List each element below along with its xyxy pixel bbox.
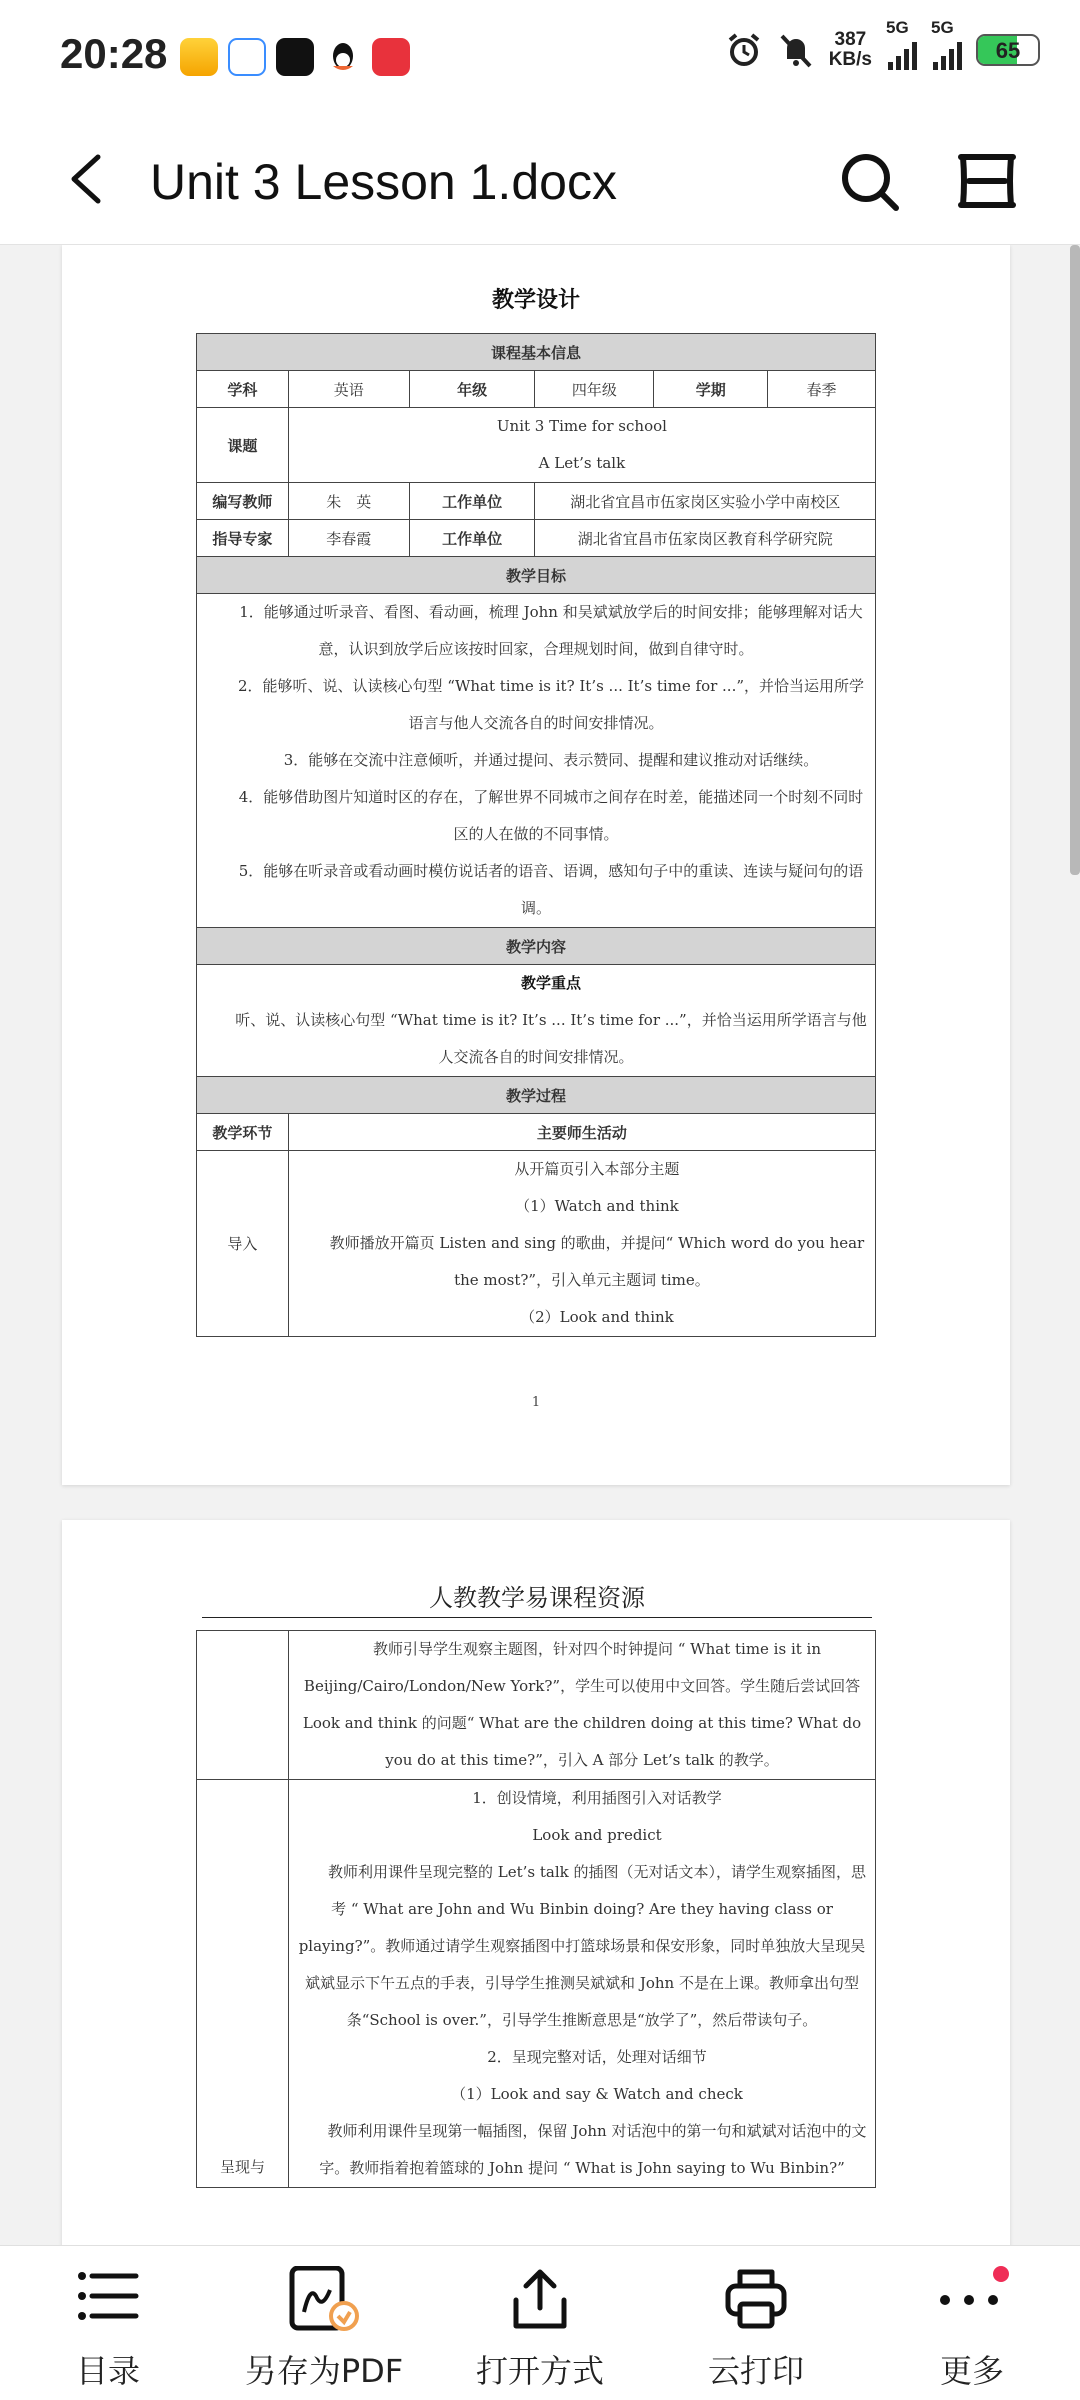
share-icon (508, 2266, 572, 2332)
battery-indicator: 65 (976, 34, 1040, 66)
objective-item: 3．能够在交流中注意倾听，并通过提问、表示赞同、提醒和建议推动对话继续。 (283, 751, 819, 769)
open-with-label: 打开方式 (475, 2352, 604, 2390)
stage-intro: 导入 (197, 1151, 289, 1337)
network-speed: 387 KB/s (828, 29, 872, 70)
expert-value: 李春霞 (288, 520, 409, 557)
list-icon (76, 2266, 140, 2326)
lesson-plan-table (196, 333, 876, 1337)
notification-dot (993, 2266, 1009, 2282)
alarm-icon (725, 31, 763, 69)
expert-label: 指导专家 (197, 520, 289, 557)
content-header: 教学内容 (197, 928, 876, 965)
expert-workplace-value: 湖北省宜昌市伍家岗区教育科学研究院 (535, 520, 876, 557)
mute-bell-icon (777, 31, 815, 69)
print-icon (724, 2266, 788, 2330)
lesson-process-table (196, 1630, 876, 2188)
back-arrow-icon[interactable] (60, 151, 116, 207)
content-cell (197, 965, 876, 1077)
search-icon[interactable] (838, 150, 902, 214)
more-icon (935, 2266, 1009, 2330)
more-button[interactable] (864, 2246, 1080, 2400)
activity-line: 教师利用课件呈现完整的 Let’s talk 的插图（无对话文本），请学生观察插图，思考 “ What are John and Wu Binbin doing? Are they having class or playing?”。教师通过请学生观察插图中打篮球场景和保安形象，同时单独放大呈现吴斌斌显示下午五点的手表，引导学生推测吴斌斌和 John 不是在上课。教师拿出句型条“School is over.”，引导学生推断意思是“放学了”，然后带读句子。 (298, 1863, 866, 2029)
objectives-header: 教学目标 (197, 557, 876, 594)
save-as-pdf-button[interactable] (216, 2246, 432, 2400)
stage-presentation-activities (289, 1780, 876, 2188)
clock: 20:28 (60, 30, 168, 77)
system-indicators (725, 18, 1040, 70)
activity-line: （1）Watch and think (515, 1197, 679, 1215)
activity-line: 教师利用课件呈现第一幅插图，保留 John 对话泡中的第一句和斌斌对话泡中的文字。教师指着抱着篮球的 John 提问 “ What is John saying to Wu Binbin?” (319, 2122, 867, 2177)
activity-column-header: 主要师生活动 (288, 1114, 875, 1151)
page-header: 人教教学易课程资源 (202, 1578, 872, 1618)
grade-label: 年级 (409, 371, 535, 408)
stage-intro-continued (289, 1631, 876, 1780)
toc-label: 目录 (75, 2352, 140, 2390)
open-with-button[interactable] (432, 2246, 648, 2400)
activity-line: 2．呈现完整对话，处理对话细节 (487, 2048, 707, 2066)
stage-intro-activities (288, 1151, 875, 1337)
workplace-value: 湖北省宜昌市伍家岗区实验小学中南校区 (535, 483, 876, 520)
document-title: Unit 3 Lesson 1.docx (150, 154, 617, 210)
save-pdf-icon (288, 2266, 360, 2332)
key-point-text: 听、说、认读核心句型 “What time is it? It’s ... It’s time for ...”，并恰当运用所学语言与他人交流各自的时间安排情况。 (235, 1011, 867, 1066)
activity-line: 1．创设情境，利用插图引入对话教学 (472, 1789, 722, 1807)
signal-strength-2: 5G (931, 30, 962, 70)
topic-label: 课题 (197, 408, 289, 483)
stage-empty (197, 1631, 289, 1780)
notification-app-icons (180, 38, 410, 76)
topic-value: Unit 3 Time for school A Let’s talk (288, 408, 875, 483)
document-page-2 (62, 1520, 1010, 2245)
activity-line: （1）Look and say & Watch and check (451, 2085, 743, 2103)
teacher-value: 朱 英 (288, 483, 409, 520)
qq-app-icon (324, 38, 362, 76)
grade-value: 四年级 (535, 371, 654, 408)
term-value: 春季 (768, 371, 876, 408)
picture-book-app-icon (180, 38, 218, 76)
activity-line: （2）Look and think (520, 1308, 674, 1326)
stage-column-header: 教学环节 (197, 1114, 289, 1151)
title-bar (0, 115, 1080, 245)
bottom-toolbar (0, 2245, 1080, 2400)
cloud-print-button[interactable] (648, 2246, 864, 2400)
cloud-print-label: 云打印 (707, 2352, 804, 2390)
reading-mode-icon[interactable] (955, 151, 1019, 211)
objective-item: 4．能够借助图片知道时区的存在，了解世界不同城市之间存在时差，能描述同一个时刻不同时区的人在做的不同事情。 (238, 788, 864, 843)
subject-label: 学科 (197, 371, 289, 408)
baidu-netdisk-app-icon (228, 38, 266, 76)
stage-presentation: 呈现与 (197, 1780, 289, 2188)
document-viewer[interactable] (0, 245, 1080, 2245)
objective-item: 5．能够在听录音或看动画时模仿说话者的语音、语调，感知句子中的重读、连读与疑问句的语调。 (238, 862, 864, 917)
toc-button[interactable] (0, 2246, 216, 2400)
signal-bars-icon (888, 38, 917, 70)
page-title: 教学设计 (491, 287, 580, 313)
page-number: 1 (531, 1395, 541, 1410)
activity-line: Look and predict (532, 1826, 662, 1844)
teacher-label: 编写教师 (197, 483, 289, 520)
signal-bars-icon (933, 38, 962, 70)
subject-value: 英语 (288, 371, 409, 408)
tiktok-app-icon (276, 38, 314, 76)
signal-strength-1: 5G (886, 30, 917, 70)
vertical-scrollbar[interactable] (1070, 245, 1080, 875)
more-label: 更多 (939, 2352, 1004, 2390)
save-as-pdf-label: 另存为PDF (244, 2352, 404, 2390)
expert-workplace-label: 工作单位 (409, 520, 535, 557)
term-label: 学期 (654, 371, 768, 408)
objectives-cell (197, 594, 876, 928)
document-page-1 (62, 245, 1010, 1485)
activity-line: 从开篇页引入本部分主题 (514, 1160, 680, 1178)
shopping-618-app-icon (372, 38, 410, 76)
objective-item: 2．能够听、说、认读核心句型 “What time is it? It’s ... It’s time for ...”，并恰当运用所学语言与他人交流各自的时间安排情况。 (237, 677, 865, 732)
process-header: 教学过程 (197, 1077, 876, 1114)
activity-paragraph: 教师引导学生观察主题图，针对四个时钟提问 “ What time is it in Beijing/Cairo/London/New York?”，学生可以使用中文回答。学生随后尝试回答 Look and think 的问题“ What are the children doing at this time? What do you do at this time?”，引入 A 部分 Let’s talk 的教学。 (302, 1640, 862, 1769)
key-point-title: 教学重点 (520, 974, 581, 992)
status-bar (0, 0, 1080, 115)
workplace-label: 工作单位 (409, 483, 535, 520)
basic-info-header: 课程基本信息 (197, 334, 876, 371)
objective-item: 1．能够通过听录音、看图、看动画，梳理 John 和吴斌斌放学后的时间安排；能够理解对话大意，认识到放学后应该按时回家，合理规划时间，做到自律守时。 (239, 603, 863, 658)
activity-line: 教师播放开篇页 Listen and sing 的歌曲，并提问“ Which word do you hear the most?”，引入单元主题词 time。 (329, 1234, 865, 1289)
